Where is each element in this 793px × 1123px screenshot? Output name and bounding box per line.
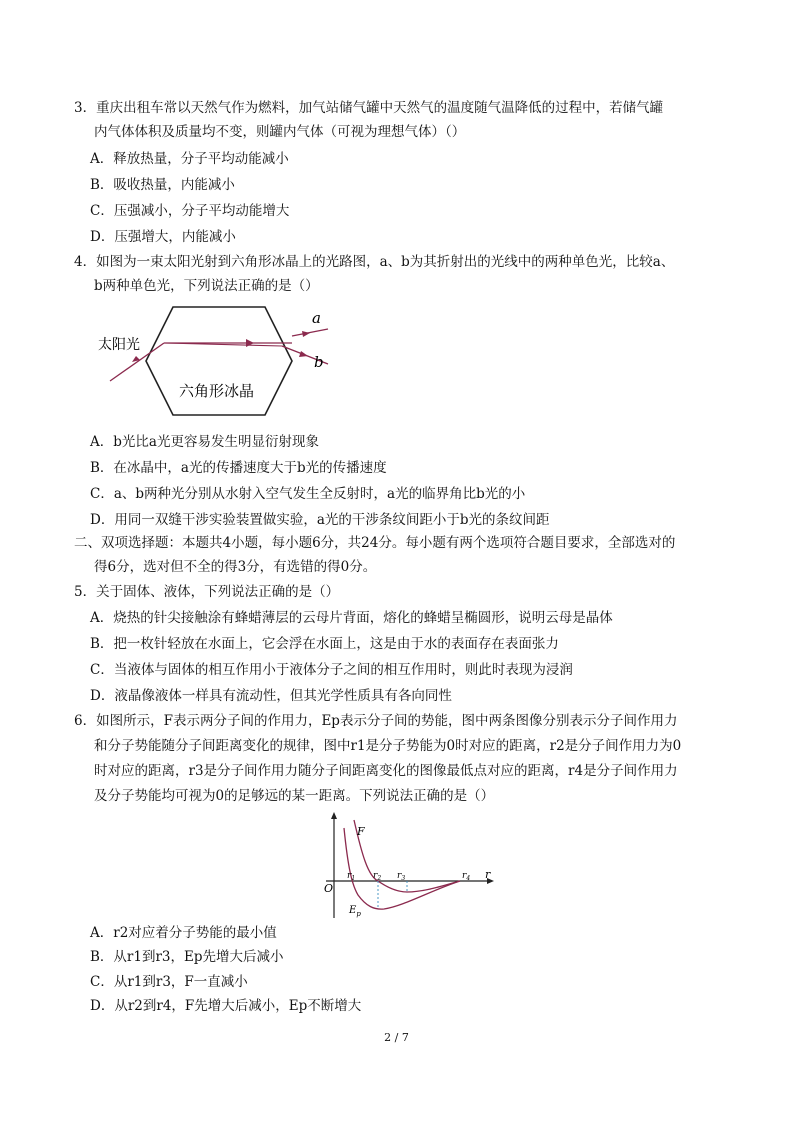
label-O: O	[324, 882, 334, 895]
q3-option-a: A．释放热量，分子平均动能减小	[90, 151, 289, 167]
section2-header-line1: 二、双项选择题：本题共4小题，每小题6分，共24分。每小题有两个选项符合题目要求，全部选对的	[74, 535, 676, 551]
q4-stem-line2: b两种单色光，下列说法正确的是（）	[94, 278, 319, 294]
q4-stem-line1: 4．如图为一束太阳光射到六角形冰晶上的光路图，a、b为其折射出的光线中的两种单色光，比较a、	[74, 254, 675, 270]
q3-stem-line2: 内气体体积及质量均不变，则罐内气体（可视为理想气体）（）	[94, 124, 466, 140]
label-r1: $r_1$	[347, 871, 356, 882]
label-Ep: $E_p$	[349, 905, 361, 918]
q6-stem-line2: 和分子势能随分子间距离变化的规律，图中r1是分子势能为0时对应的距离，r2是分子间作用力为0	[94, 738, 682, 754]
q5-option-c: C．当液体与固体的相互作用小于液体分子之间的相互作用时，则此时表现为浸润	[90, 662, 573, 678]
q4-option-d: D．用同一双缝干涉实验装置做实验，a光的干涉条纹间距小于b光的条纹间距	[90, 512, 550, 528]
label-r2: $r_2$	[373, 871, 382, 882]
page-number: 2 / 7	[384, 1031, 409, 1044]
q6-stem-line3: 时对应的距离，r3是分子间作用力随分子间距离变化的图像最低点对应的距离，r4是分子间作用力	[94, 763, 678, 779]
ice-crystal-diagram	[96, 298, 346, 428]
label-r4: $r_4$	[462, 871, 471, 882]
q6-stem-line1: 6．如图所示，F表示两分子间的作用力，Ep表示分子间的势能，图中两条图像分别表示分子间作用力	[74, 713, 678, 729]
ray-b-label: b	[314, 353, 324, 371]
q6-stem-line4: 及分子势能均可视为0的足够远的某一距离。下列说法正确的是（）	[94, 788, 495, 804]
q3-stem-line1: 3．重庆出租车常以天然气作为燃料，加气站储气罐中天然气的温度随气温降低的过程中，若储气罐	[74, 100, 664, 116]
q4-option-b: B．在冰晶中，a光的传播速度大于b光的传播速度	[90, 460, 387, 476]
q3-option-d: D．压强增大，内能减小	[90, 229, 236, 245]
arrow-a	[302, 331, 310, 337]
q6-option-b: B．从r1到r3，Ep先增大后减小	[90, 949, 284, 965]
label-r3: $r_3$	[397, 871, 406, 882]
crystal-label: 六角形冰晶	[179, 382, 255, 400]
q4-option-c: C．a、b两种光分别从水射入空气发生全反射时，a光的临界角比b光的小	[90, 486, 526, 502]
q5-option-b: B．把一枚针轻放在水面上，它会浮在水面上，这是由于水的表面存在表面张力	[90, 636, 559, 652]
q5-option-a: A．烧热的针尖接触涂有蜂蜡薄层的云母片背面，熔化的蜂蜡呈椭圆形，说明云母是晶体	[90, 610, 613, 626]
q5-option-d: D．液晶像液体一样具有流动性，但其光学性质具有各向同性	[90, 688, 452, 704]
y-axis-arrow	[331, 812, 337, 819]
q6-option-d: D．从r2到r4，F先增大后减小，Ep不断增大	[90, 998, 362, 1014]
label-F: F	[357, 825, 365, 838]
force-potential-graph	[312, 810, 502, 922]
potential-curve-Ep	[344, 828, 460, 909]
q4-option-a: A．b光比a光更容易发生明显衍射现象	[90, 434, 319, 450]
q5-stem: 5．关于固体、液体，下列说法正确的是（）	[74, 584, 340, 600]
q6-option-c: C．从r1到r3，F一直减小	[90, 974, 248, 990]
q3-option-c: C．压强减小，分子平均动能增大	[90, 203, 290, 219]
q3-option-b: B．吸收热量，内能减小	[90, 177, 235, 193]
ray-a-out	[292, 329, 328, 336]
section2-header-line2: 得6分，选对但不全的得3分，有选错的得0分。	[94, 559, 377, 575]
label-r-axis: r	[485, 868, 491, 881]
q6-option-a: A．r2对应着分子势能的最小值	[90, 925, 277, 941]
arrow-b	[299, 351, 308, 357]
sun-label: 太阳光	[98, 337, 140, 353]
ray-a-label: a	[312, 309, 321, 327]
